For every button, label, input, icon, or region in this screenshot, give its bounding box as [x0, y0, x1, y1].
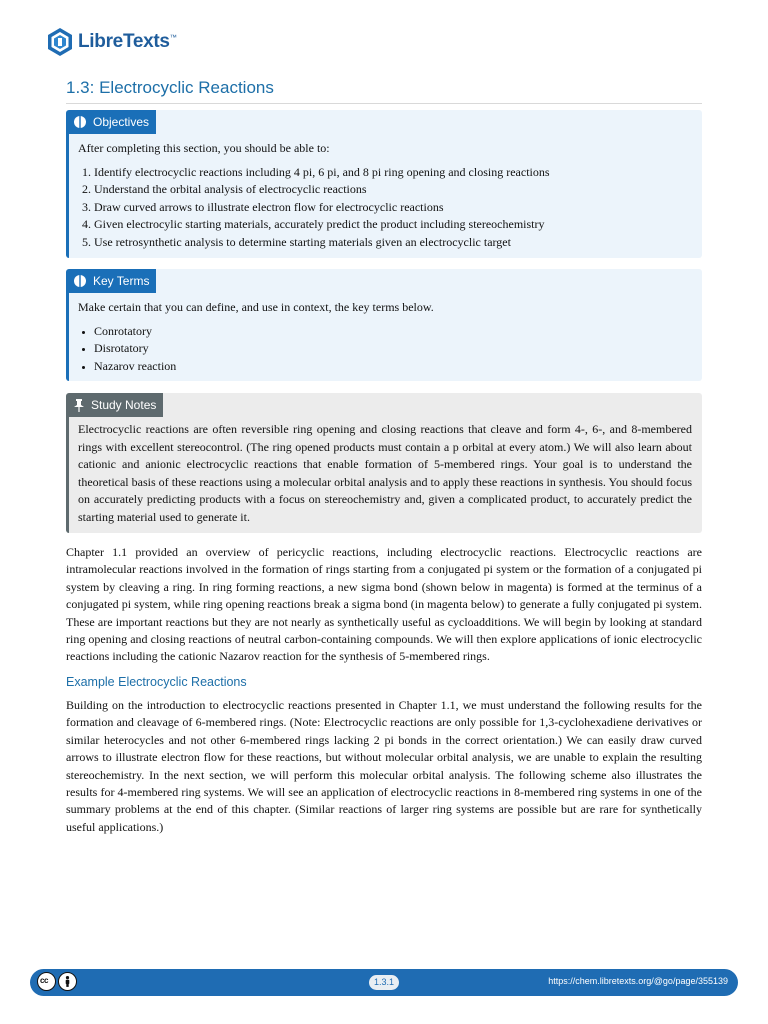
key-terms-intro: Make certain that you can define, and use in context, the key terms below.: [78, 300, 434, 314]
objectives-body: [69, 134, 702, 258]
objectives-intro: After completing this section, you should be able to:: [78, 141, 330, 155]
study-notes-box: [66, 393, 702, 533]
cc-icon: cc: [37, 972, 56, 991]
objectives-list: [78, 164, 692, 252]
objective-item: 2. Understand the orbital analysis of electrocyclic reactions: [94, 181, 692, 199]
key-term-item: • Conrotatory: [94, 323, 692, 341]
by-icon: [58, 972, 77, 991]
half-circle-icon: [73, 115, 87, 129]
study-notes-title: Study Notes: [91, 398, 157, 412]
page-footer: [30, 969, 738, 996]
key-terms-list: [78, 323, 692, 376]
license-badge[interactable]: [37, 972, 79, 991]
pushpin-icon: [73, 398, 85, 412]
objectives-box: [66, 110, 702, 258]
study-notes-text: Electrocyclic reactions are often reversible ring opening and closing reactions that cleave and form 4-, 6-, and 8-membered rings with excellent stereocontrol. (The ring opened products must contain a p orbital at every atom.) We will also learn about cationic and anionic electrocyclic reactions that enable formation of 5-membered rings. Your goal is to understand the theoretical basis of these reactions using a molecular orbital analysis and to apply these reactions in synthesis. You should focus on accurately predicting products with a focus on stereochemistry and, given a complicated product, to accurately predict the starting material used to generate it.: [78, 422, 692, 524]
example-heading: Example Electrocyclic Reactions: [66, 675, 247, 689]
half-circle-icon: [73, 274, 87, 288]
intro-paragraph: Chapter 1.1 provided an overview of pericyclic reactions, including electrocyclic reactions. Electrocyclic reactions are intramolecular reactions involved in the formation of rings starting from a conjugated pi system or the formation of a conjugated pi system by cleaving a ring. In ring forming reactions, a new sigma bond (shown below in magenta) is formed at the terminus of a conjugated pi system, while ring opening reactions break a sigma bond (in magenta below) to generate a fully conjugated pi system. These are important reactions but they are not nearly as synthetically useful as cycloadditions. We will begin by looking at standard ring opening and closing reactions of neutral carbon-containing compounds. We will then explore applications of ionic electrocyclic reactions including the cationic Nazarov reaction for the synthesis of 5-membered rings.: [66, 545, 702, 664]
page-number: 1.3.1: [369, 975, 399, 990]
key-terms-header: [69, 269, 156, 293]
objective-item: 4. Given electrocylic starting materials, accurately predict the product including stereochemistry: [94, 216, 692, 234]
key-term-item: • Disrotatory: [94, 340, 692, 358]
key-terms-box: [66, 269, 702, 381]
study-notes-body: [69, 417, 702, 533]
objectives-title: Objectives: [93, 115, 150, 129]
key-term-item: • Nazarov reaction: [94, 358, 692, 376]
example-paragraph: Building on the introduction to electrocyclic reactions presented in Chapter 1.1, we must understand the following results for the formation and cleavage of 6-membered rings. (Note: Electrocyclic reactions are only possible for 1,3-cyclohexadiene derivatives or similar heterocycles and not other 6-membered rings lacking 2 pi bonds in the correct orientation.) We can easily draw curved arrows to illustrate electron flow for these reactions, but without molecular orbital analysis, we are unable to explain the resulting stereochemistry. In the next section, we will perform this molecular orbital analysis. The following scheme also illustrates the results for 4-membered ring systems. We will see an application of electrocyclic reactions in 8-membered ring systems in one of the summary problems at the end of this chapter. (Similar reactions of larger ring systems are possible but are rare for synthetically useful applications.): [66, 698, 702, 834]
logo-text: LibreTexts™: [78, 31, 177, 52]
key-terms-body: [69, 293, 702, 381]
objectives-header: [69, 110, 156, 134]
objective-item: 3. Draw curved arrows to illustrate electron flow for electrocyclic reactions: [94, 199, 692, 217]
objective-item: 5. Use retrosynthetic analysis to determine starting materials given an electrocyclic target: [94, 234, 692, 252]
page-title: 1.3: Electrocyclic Reactions: [66, 78, 702, 104]
objective-item: 1. Identify electrocyclic reactions including 4 pi, 6 pi, and 8 pi ring opening and closing reactions: [94, 164, 692, 182]
key-terms-title: Key Terms: [93, 274, 150, 288]
libretexts-logo-icon: [46, 27, 74, 57]
libretexts-logo[interactable]: [46, 27, 176, 57]
page-url[interactable]: https://chem.libretexts.org/@go/page/355139: [548, 976, 728, 986]
study-notes-header: [69, 393, 163, 417]
